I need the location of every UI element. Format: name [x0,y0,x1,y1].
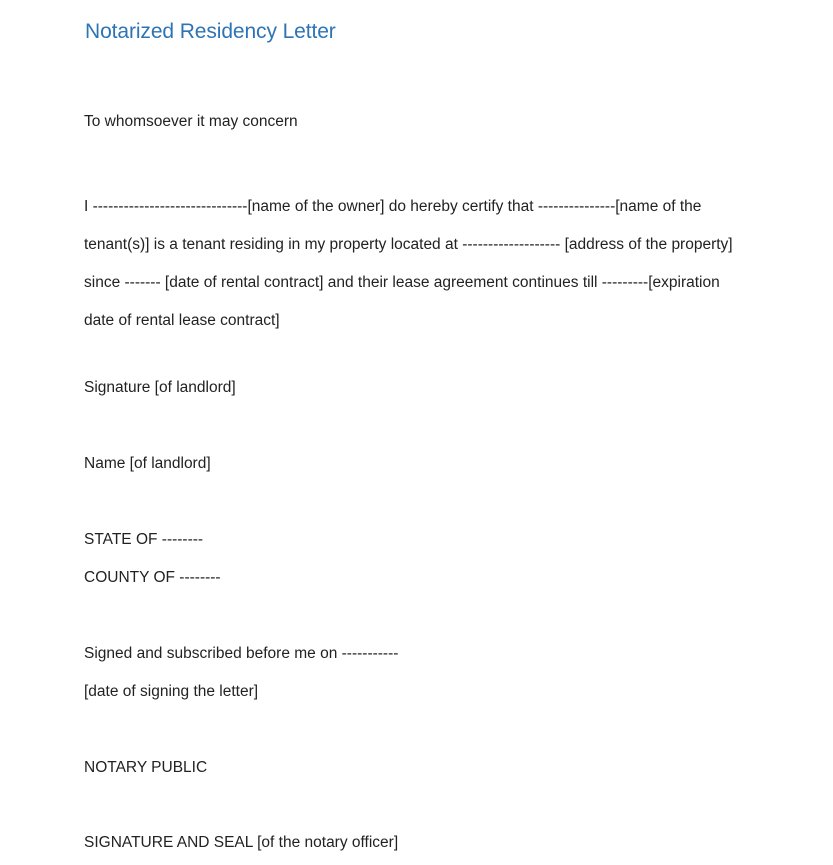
signature-seal-line: SIGNATURE AND SEAL [of the notary officer] [84,834,399,851]
paragraph-line: date of rental lease contract] [84,312,280,329]
paragraph-line: since ------- [date of rental contract] and their lease agreement continues till ---------[expiration [84,274,720,291]
signed-subscribed-line: Signed and subscribed before me on ----------- [84,645,399,662]
certification-paragraph [84,188,774,340]
state-line: STATE OF -------- [84,531,204,548]
name-line: Name [of landlord] [84,455,211,472]
salutation: To whomsoever it may concern [84,113,298,130]
signing-date-line: [date of signing the letter] [84,683,259,700]
paragraph-line: tenant(s)] is a tenant residing in my property located at ------------------- [address of the property] [84,236,733,253]
notary-public-line: NOTARY PUBLIC [84,759,208,776]
signature-line: Signature [of landlord] [84,379,236,396]
paragraph-line: I ------------------------------[name of the owner] do hereby certify that ---------------[name of the [84,198,702,215]
document-title: Notarized Residency Letter [85,20,336,43]
county-line: COUNTY OF -------- [84,569,221,586]
